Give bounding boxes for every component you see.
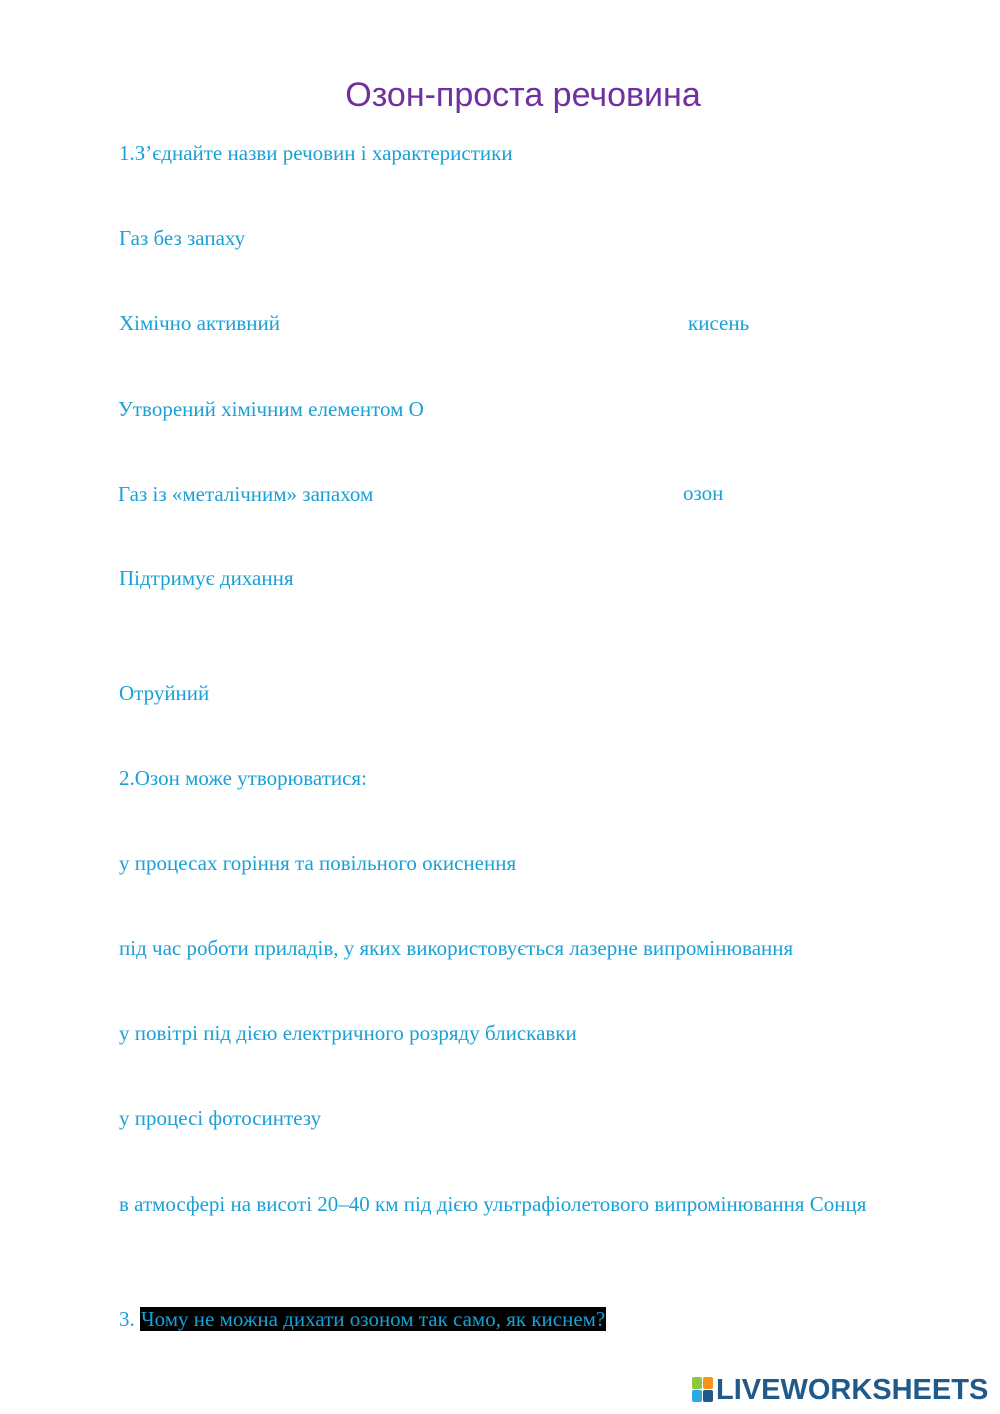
task2-option[interactable]: у процесах горіння та повільного окиснення	[119, 851, 517, 875]
task3-number: 3.	[119, 1307, 140, 1331]
task3-question: Чому не можна дихати озоном так само, як киснем?	[141, 1307, 606, 1331]
characteristic-item[interactable]: Газ із «металічним» запахом	[118, 482, 374, 506]
brand-logo	[692, 1373, 988, 1407]
task2-option[interactable]: у повітрі під дією електричного розряду блискавки	[119, 1021, 577, 1045]
characteristic-item[interactable]: Підтримує дихання	[119, 566, 294, 590]
substance-ozone[interactable]: озон	[683, 481, 724, 505]
characteristic-item[interactable]: Хімічно активний	[119, 311, 280, 335]
brand-name: LIVEWORKSHEETS	[716, 1373, 989, 1406]
characteristic-item[interactable]: Газ без запаху	[119, 226, 246, 250]
characteristic-item[interactable]: Отруйний	[119, 681, 210, 705]
task1-heading: 1.З’єднайте назви речовин і характеристики	[119, 141, 513, 165]
characteristic-item[interactable]: Утворений хімічним елементом О	[118, 397, 424, 421]
liveworksheets-logo-icon	[692, 1377, 714, 1403]
task3-line	[119, 1304, 606, 1334]
task2-option[interactable]: у процесі фотосинтезу	[119, 1106, 322, 1130]
task2-option[interactable]: в атмосфері на висоті 20–40 км під дією ультрафіолетового випромінювання Сонця	[119, 1192, 867, 1216]
substance-oxygen[interactable]: кисень	[688, 311, 750, 335]
task2-heading: 2.Озон може утворюватися:	[119, 766, 367, 790]
page-title: Озон-проста речовина	[345, 76, 701, 114]
task2-option[interactable]: під час роботи приладів, у яких використовується лазерне випромінювання	[119, 936, 794, 960]
